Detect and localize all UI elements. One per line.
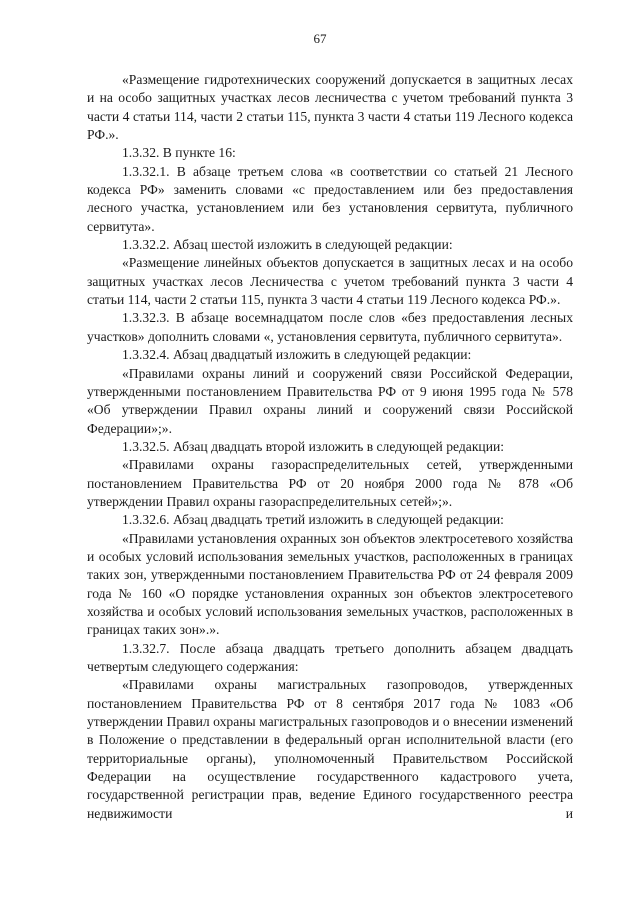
paragraph-item-1-3-32-7: 1.3.32.7. После абзаца двадцать третьего дополнить абзацем двадцать четвертым следующего содержания: (87, 640, 573, 674)
paragraph-item-1-3-32-1: 1.3.32.1. В абзаце третьем слова «в соответствии со статьей 21 Лесного кодекса РФ» заменить словами «с предоставлением или без предоставления лесного участка, установлением или без установления сервитута, публичного сервитута». (87, 163, 573, 234)
paragraph-quote-hydrotechnical: «Размещение гидротехнических сооружений допускается в защитных лесах и на особо защитных участках лесов лесничества с учетом требований пункта 3 части 4 статьи 114, части 2 статьи 115, пункта 3 части 4 статьи 119 Лесного кодекса РФ.». (87, 72, 573, 143)
paragraph-quote-communication-lines: «Правилами охраны линий и сооружений связи Российской Федерации, утвержденными постановлением Правительства РФ от 9 июня 1995 года № 578 «Об утверждении Правил охраны линий и сооружений связи Российской Федерации»;». (87, 365, 573, 436)
paragraph-quote-linear-objects: «Размещение линейных объектов допускается в защитных лесах и на особо защитных участках лесов Лесничества с учетом требований пункта 3 части 4 статьи 114, части 2 статьи 115, пункта 3 части 4 статьи 119 Лесного кодекса РФ.». (87, 255, 573, 308)
paragraph-item-1-3-32-2: 1.3.32.2. Абзац шестой изложить в следующей редакции: (122, 237, 453, 253)
document-body (87, 71, 573, 823)
paragraph-item-1-3-32-4: 1.3.32.4. Абзац двадцатый изложить в следующей редакции: (122, 347, 472, 363)
paragraph-quote-power-grid-zones: «Правилами установления охранных зон объектов электросетевого хозяйства и особых условий использования земельных участков, расположенных в границах таких зон, утвержденными постановлением Правительства РФ от 24 февраля 2009 года № 160 «О порядке установления охранных зон объектов электросетевого хозяйства и особых условий использования земельных участков, расположенных в границах таких зон».». (87, 530, 573, 638)
page-number: 67 (313, 31, 327, 46)
paragraph-item-1-3-32-6: 1.3.32.6. Абзац двадцать третий изложить в следующей редакции: (122, 512, 504, 528)
paragraph-item-1-3-32: 1.3.32. В пункте 16: (122, 145, 236, 161)
paragraph-item-1-3-32-3: 1.3.32.3. В абзаце восемнадцатом после слов «без предоставления лесных участков» дополнить словами «, установления сервитута, публичного сервитута». (87, 310, 573, 344)
paragraph-quote-gas-distribution: «Правилами охраны газораспределительных сетей, утвержденными постановлением Правительства РФ от 20 ноября 2000 года № 878 «Об утверждении Правил охраны газораспределительных сетей»;». (87, 457, 573, 509)
paragraph-item-1-3-32-5: 1.3.32.5. Абзац двадцать второй изложить в следующей редакции: (122, 438, 505, 454)
paragraph-quote-gas-pipelines: «Правилами охраны магистральных газопроводов, утвержденных постановлением Правительства РФ от 8 сентября 2017 года № 1083 «Об утверждении Правил охраны магистральных газопроводов и о внесении изменений в Положение о представлении в федеральный орган исполнительной власти (его территориальные органы), уполномоченный Правительством Российской Федерации на осуществление государственного кадастрового учета, государственной регистрации прав, ведение Единого государственного реестра недвижимости и (87, 677, 573, 821)
